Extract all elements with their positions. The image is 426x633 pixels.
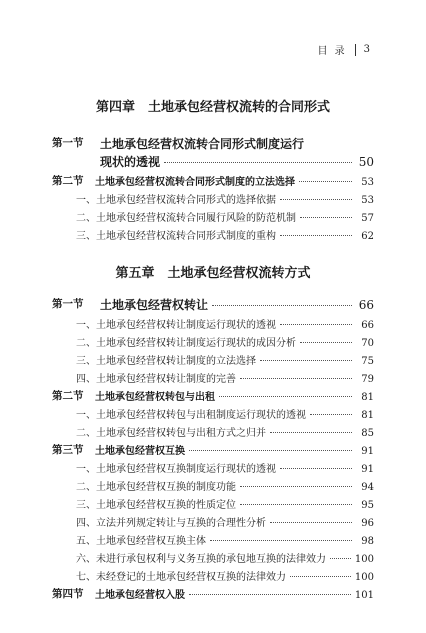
toc-entry-row[interactable] xyxy=(0,532,426,552)
chapter-5-title: 第五章 土地承包经营权流转方式 xyxy=(115,266,311,281)
toc-page-number: 79 xyxy=(361,374,374,385)
toc-page-number: 62 xyxy=(361,231,374,242)
toc-page-number: 53 xyxy=(361,195,374,206)
leader-dots xyxy=(280,468,352,469)
toc-page-number: 57 xyxy=(361,213,374,224)
toc-entry-text: 一、土地承包经营权转让制度运行现状的透视 xyxy=(76,320,276,331)
toc-entry-text: 七、未经登记的土地承包经营权互换的法律效力 xyxy=(76,572,286,583)
toc-page-number: 50 xyxy=(358,155,374,169)
leader-dots xyxy=(210,540,352,541)
toc-entry-text: 土地承包经营权流转合同形式制度的立法选择 xyxy=(95,177,295,188)
running-head xyxy=(317,42,372,57)
toc-entry-row[interactable] xyxy=(0,406,426,426)
leader-dots xyxy=(189,594,351,595)
header-page-number: 3 xyxy=(363,44,372,55)
leader-dots xyxy=(280,199,352,200)
chapter-4-title: 第四章 土地承包经营权流转的合同形式 xyxy=(95,100,330,115)
toc-entry-row[interactable] xyxy=(0,209,426,229)
toc-page-number: 91 xyxy=(361,464,374,475)
toc-entry-text: 三、土地承包经营权互换的性质定位 xyxy=(76,500,236,511)
toc-entry-row[interactable] xyxy=(0,460,426,480)
toc-entry-text: 六、未进行承包权利与义务互换的承包地互换的法律效力 xyxy=(76,554,326,565)
toc-entry-text: 二、土地承包经营权转让制度运行现状的成因分析 xyxy=(76,338,296,349)
header-divider xyxy=(355,44,356,56)
toc-entry-text: 土地承包经营权转包与出租 xyxy=(95,392,215,403)
toc-page-number: 94 xyxy=(361,482,374,493)
toc-page-number: 100 xyxy=(354,572,374,583)
section-number: 第一节 xyxy=(52,298,84,310)
toc-section-row[interactable] xyxy=(0,388,426,408)
toc-entry-text: 一、土地承包经营权流转合同形式的选择依据 xyxy=(76,195,276,206)
toc-entry-text: 土地承包经营权转让 xyxy=(100,298,209,312)
leader-dots xyxy=(280,324,352,325)
toc-entry-text: 三、土地承包经营权转让制度的立法选择 xyxy=(76,356,256,367)
leader-dots xyxy=(300,217,352,218)
toc-page-number: 70 xyxy=(361,338,374,349)
leader-dots xyxy=(310,414,352,415)
toc-page-number: 81 xyxy=(361,410,374,421)
toc-entry-row[interactable] xyxy=(0,370,426,390)
toc-page-number: 66 xyxy=(358,298,374,312)
toc-entry-row[interactable] xyxy=(0,514,426,534)
leader-dots xyxy=(240,504,352,505)
toc-entry-text: 二、土地承包经营权流转合同履行风险的防范机制 xyxy=(76,213,296,224)
toc-section-row[interactable] xyxy=(0,442,426,462)
toc-section-row[interactable] xyxy=(0,296,426,316)
toc-entry-row[interactable] xyxy=(0,424,426,444)
toc-entry-text: 一、土地承包经营权转包与出租制度运行现状的透视 xyxy=(76,410,306,421)
toc-page-number: 81 xyxy=(361,392,374,403)
leader-dots xyxy=(290,576,351,577)
leader-dots xyxy=(299,181,352,182)
toc-section-row[interactable] xyxy=(0,135,426,155)
leader-dots xyxy=(240,486,352,487)
toc-entry-row[interactable] xyxy=(0,568,426,588)
leader-dots xyxy=(300,342,352,343)
toc-entry-text: 现状的透视 xyxy=(100,155,161,169)
leader-dots xyxy=(260,360,352,361)
toc-page-number: 101 xyxy=(354,590,374,601)
toc-entry-row[interactable] xyxy=(0,334,426,354)
section-number: 第二节 xyxy=(52,175,84,187)
toc-page-number: 75 xyxy=(361,356,374,367)
leader-dots xyxy=(219,396,352,397)
section-number: 第一节 xyxy=(52,137,84,149)
toc-page-number: 100 xyxy=(354,554,374,565)
toc-page-number: 96 xyxy=(361,518,374,529)
toc-entry-text: 三、土地承包经营权流转合同形式制度的重构 xyxy=(76,231,276,242)
toc-entry-text: 四、立法并列规定转让与互换的合理性分析 xyxy=(76,518,266,529)
toc-entry-text: 二、土地承包经营权转包与出租方式之归并 xyxy=(76,428,266,439)
toc-entry-text: 土地承包经营权互换 xyxy=(95,446,185,457)
toc-page-number: 91 xyxy=(361,446,374,457)
leader-dots xyxy=(164,162,352,163)
toc-entry-row[interactable] xyxy=(0,496,426,516)
toc-entry-text: 一、土地承包经营权互换制度运行现状的透视 xyxy=(76,464,276,475)
toc-entry-row[interactable] xyxy=(0,191,426,211)
toc-page-number: 85 xyxy=(361,428,374,439)
leader-dots xyxy=(280,235,352,236)
toc-entry-text: 五、土地承包经营权互换主体 xyxy=(76,536,206,547)
toc-section-row[interactable] xyxy=(0,586,426,606)
toc-page-number: 95 xyxy=(361,500,374,511)
leader-dots xyxy=(240,378,352,379)
toc-entry-row[interactable] xyxy=(0,227,426,247)
toc-entry-row[interactable] xyxy=(0,352,426,372)
toc-page-number: 53 xyxy=(361,177,374,188)
section-number: 第四节 xyxy=(52,588,84,600)
header-label: 目 录 xyxy=(317,46,347,57)
toc-entry-row[interactable] xyxy=(0,316,426,336)
leader-dots xyxy=(330,558,351,559)
toc-entry-text: 四、土地承包经营权转让制度的完善 xyxy=(76,374,236,385)
section-number: 第二节 xyxy=(52,390,84,402)
leader-dots xyxy=(189,450,352,451)
toc-section-row[interactable] xyxy=(0,173,426,193)
toc-entry-row[interactable] xyxy=(0,153,426,173)
toc-entry-row[interactable] xyxy=(0,550,426,570)
leader-dots xyxy=(270,522,352,523)
toc-page-number: 66 xyxy=(361,320,374,331)
section-number: 第三节 xyxy=(52,444,84,456)
toc-entry-text: 土地承包经营权入股 xyxy=(95,590,185,601)
toc-entry-text: 土地承包经营权流转合同形式制度运行 xyxy=(100,137,305,151)
toc-page-number: 98 xyxy=(361,536,374,547)
leader-dots xyxy=(270,432,352,433)
toc-entry-text: 二、土地承包经营权互换的制度功能 xyxy=(76,482,236,493)
toc-entry-row[interactable] xyxy=(0,478,426,498)
leader-dots xyxy=(212,305,352,306)
